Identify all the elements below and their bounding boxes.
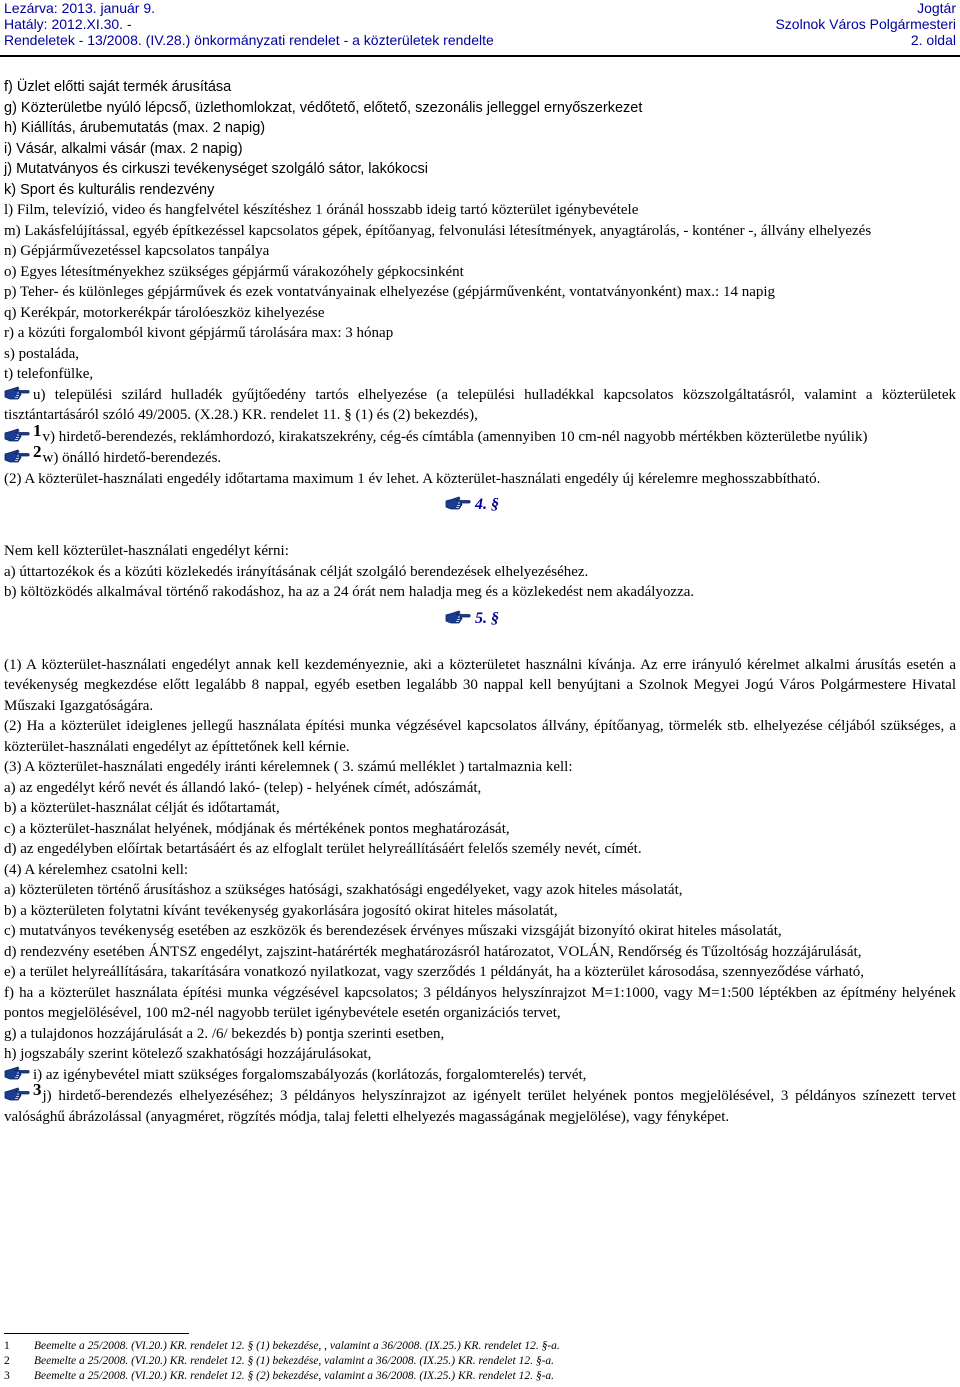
list-item: m) Lakásfelújítással, egyéb építkezéssel kapcsolatos gépek, építőanyag, felvonulási létesítmények, anyagtárolás, - konténer -, állvány elhelyezés [4,222,872,239]
list-item: b) a közterületen folytatni kívánt tevékenység gyakorlására jogosító okirat hiteles másolatát, [4,902,558,919]
list-item: f) ha a közterület használata építési munka végzésével kapcsolatos; 3 példányos helyszínrajzot M=1:1000, vagy M=1:500 léptékben az építmény helyének pontos megjelölésével, 100 m2-nél nagyobb terület igénybevétele esetén organizációs tervet, [4,984,956,1021]
list-item-text: u) települési szilárd hulladék gyűjtőedény tartós elhelyezése (a települési hulladékkal kapcsolatos közszolgáltatásról, valamint a közterületek tisztántartásáról szóló 49/2005. (X.28.) KR. rendelet 11. § (1) és (2) bekezdés), [4,386,956,423]
footnote [4,1369,956,1384]
list-item-text: v) hirdető-berendezés, reklámhordozó, kirakatszekrény, cég-és címtábla (amennyiben 10 cm-nél nagyobb mértékben közterületbe nyúlik) [42,428,868,445]
list-item: e) a terület helyreállítására, takarítására vonatkozó nyilatkozat, vagy szerződés 1 példányát, ha a közterület károsodása, szennyeződése várható, [4,964,865,980]
list-item: j) Mutatványos és cirkuszi tevékenységet szolgáló sátor, lakókocsi [4,161,428,177]
list-item: o) Egyes létesítményekhez szükséges gépjármű várakozóhely gépkocsinként [4,263,464,280]
list-item: g) Közterületbe nyúló lépcső, üzlethomlokzat, védőtető, előtető, szezonális jelleggel ernyőszerkezet [4,99,643,116]
footnote [4,1354,956,1369]
list-item: h) jogszabály szerint kötelező szakhatósági hozzájárulásokat, [4,1046,372,1062]
footnote-ref[interactable]: 1 [33,420,42,440]
list-item: b) költözködés alkalmával történő rakodáshoz, ha az a 24 órát nem haladja meg és a közlekedést nem akadályozza. [4,584,695,600]
list-item: i) Vásár, alkalmi vásár (max. 2 napig) [4,140,243,157]
list-item: t) telefonfülke, [4,366,94,382]
header-divider [0,55,960,57]
list-item: l) Film, televízió, video és hangfelvétel készítéshez 1 óránál hosszabb ideig tartó közterület igénybevétele [4,202,639,218]
header-closing-date: Lezárva: 2013. január 9. [4,0,155,16]
list-item: d) az engedélyben előírtak betartásáért és az elfoglalt terület helyreállításáért felelős személy nevét, címét. [4,841,642,857]
paragraph: Nem kell közterület-használati engedélyt kérni: [4,543,289,559]
header-right [775,0,956,48]
list-item: q) Kerékpár, motorkerékpár tárolóeszköz kihelyezése [4,304,325,321]
document-body [4,77,956,1127]
list-item-text: j) hirdető-berendezés elhelyezéséhez; 3 példányos helyszínrajzot az igényelt terület helyének pontos megjelölésével, 3 példányos színezett tervet valósághű ábrázolással (anyagméret, rögzítés módja, talaj feletti elhelyezés magasságának megjelölése), vagy fényképet. [4,1088,956,1125]
section-heading-5 [4,603,956,641]
pointing-hand-icon[interactable] [4,386,30,400]
list-item: h) Kiállítás, árubemutatás (max. 2 napig) [4,120,266,136]
list-item: r) a közúti forgalomból kivont gépjármű tárolására max: 3 hónap [4,325,394,341]
list-item-amended [4,442,956,469]
header-authority: Szolnok Város Polgármesteri [775,16,956,32]
section-title: 4. § [475,496,499,513]
footnote-text: Beemelte a 25/2008. (VI.20.) KR. rendelet 12. § (2) bekezdése, valamint a 36/2008. (IX.25.) KR. rendelet 12. §-a. [34,1370,555,1382]
header-page-number: 2. oldal [910,32,956,48]
list-item-amended [4,1080,956,1127]
pointing-hand-icon[interactable] [444,496,472,510]
section-heading-4 [4,489,956,527]
paragraph: (3) A közterület-használati engedély iránti kérelemnek ( 3. számú melléklet ) tartalmaznia kell: [4,759,573,775]
page-header [0,0,960,62]
section-title: 5. § [475,609,499,627]
list-item: k) Sport és kulturális rendezvény [4,181,215,198]
list-item-amended [4,420,956,448]
footnote-number: 1 [4,1340,10,1352]
header-left [4,0,494,48]
list-item: g) a tulajdonos hozzájárulását a 2. /6/ bekezdés b) pontja szerinti esetben, [4,1025,445,1042]
list-item: a) úttartozékok és a közúti közlekedés irányításának célját szolgáló berendezések elhelyezéséhez. [4,563,589,580]
footnote-ref[interactable]: 2 [33,442,42,461]
footnote-text: Beemelte a 25/2008. (VI.20.) KR. rendelet 12. § (1) bekezdése, , valamint a 36/2008. (IX.25.) KR. rendelet 12. §-a. [34,1340,560,1352]
paragraph: (1) A közterület-használati engedélyt annak kell kezdeményeznie, aki a közterületet használni kívánja. Az erre irányuló kérelmet alkalmi árusítás esetén a tevékenység megkezdése előtt legalább 8 nappal, egyéb esetben legalább 30 nappal kell benyújtani a Szolnok Megyei Jogú Város Polgármestere Hivatal Műszaki Igazgatóságára. [4,656,956,714]
header-validity: Hatály: 2012.XI.30. - [4,16,132,32]
header-document-title: Rendeletek - 13/2008. (IV.28.) önkormányzati rendelet - a közterületek rendelte [4,32,494,48]
paragraph: (2) A közterület-használati engedély időtartama maximum 1 év lehet. A közterület-használati engedély új kérelemre meghosszabbítható. [4,470,821,487]
list-item: n) Gépjárművezetéssel kapcsolatos tanpálya [4,243,270,259]
list-item-amended [4,385,956,426]
footnote [4,1339,956,1354]
paragraph: (2) Ha a közterület ideiglenes jellegű használata építési munka végzésével kapcsolatos állvány, építőanyag, törmelék stb. elhelyezése céljából szükséges, a közterület-használati engedélyt az építtetőnek kell kérnie. [4,718,956,755]
footnote-text: Beemelte a 25/2008. (VI.20.) KR. rendelet 12. § (1) bekezdése, valamint a 36/2008. (IX.25.) KR. rendelet 12. §-a. [34,1355,555,1367]
footnotes [4,1339,956,1384]
pointing-hand-icon[interactable] [4,449,30,463]
pointing-hand-icon[interactable] [4,428,30,442]
footnote-ref[interactable]: 3 [33,1080,42,1099]
list-item: f) Üzlet előtti saját termék árusítása [4,79,232,95]
list-item: a) az engedélyt kérő nevét és állandó lakó- (telep) - helyének címét, adószámát, [4,779,482,796]
pointing-hand-icon[interactable] [4,1087,30,1101]
footnote-number: 3 [4,1370,10,1382]
pointing-hand-icon[interactable] [4,1066,30,1080]
list-item-amended [4,1065,956,1086]
list-item: b) a közterület-használat célját és időtartamát, [4,800,280,816]
list-item-text: i) az igénybevétel miatt szükséges forgalomszabályozás (korlátozás, forgalomterelés) tervét, [33,1066,587,1083]
list-item: d) rendezvény esetében ÁNTSZ engedélyt, zajszint-határérték meghatározásról határozatot, VOLÁN, Rendőrség és Tűzoltóság hozzájárulását, [4,943,862,960]
list-item: c) mutatványos tevékenység esetében az eszközök és berendezések érvényes műszaki vizsgáját bizonyító okirat hiteles másolatát, [4,923,782,939]
list-item: s) postaláda, [4,345,79,362]
pointing-hand-icon[interactable] [444,610,472,624]
header-brand: Jogtár [917,0,956,16]
list-item-text: w) önálló hirdető-berendezés. [42,450,222,466]
paragraph: (4) A kérelemhez csatolni kell: [4,861,189,878]
list-item: c) a közterület-használat helyének, módjának és mértékének pontos meghatározását, [4,820,510,837]
footnote-number: 2 [4,1355,10,1367]
footnote-divider [4,1333,189,1334]
list-item: a) közterületen történő árusításhoz a szükséges hatósági, szakhatósági engedélyeket, vagy azok hiteles másolatát, [4,882,683,898]
list-item: p) Teher- és különleges gépjárművek és ezek vontatványainak elhelyezése (gépjárművenként, vontatványonként) max.: 14 napig [4,284,776,300]
